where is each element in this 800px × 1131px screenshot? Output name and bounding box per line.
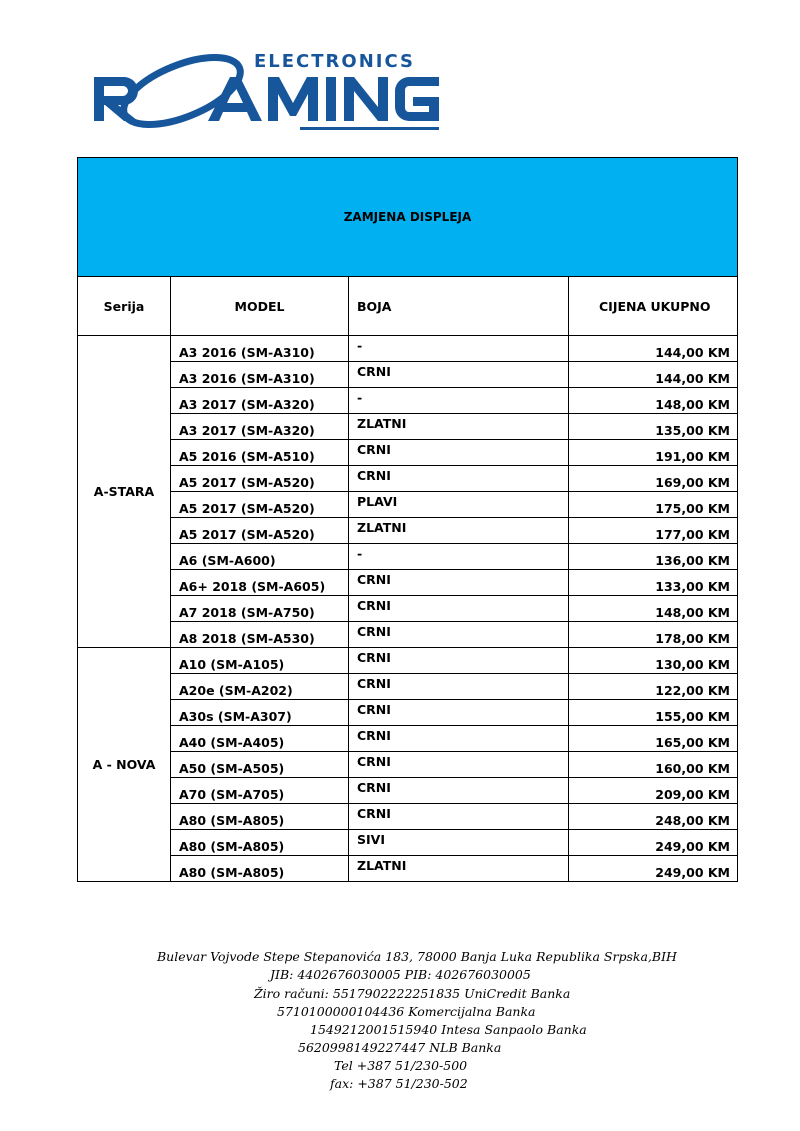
color-cell: ZLATNI [349, 518, 569, 544]
price-cell: 144,00 KM [569, 336, 738, 362]
color-cell: CRNI [349, 622, 569, 648]
footer-bank-accounts: Žiro računi: 5517902222251835 UniCredit Banka [254, 986, 571, 1001]
color-cell: CRNI [349, 570, 569, 596]
footer-bank-komercijalna: 5710100000104436 Komercijalna Banka [277, 1004, 536, 1019]
price-cell: 148,00 KM [569, 596, 738, 622]
model-cell: A50 (SM-A505) [171, 752, 349, 778]
model-cell: A5 2017 (SM-A520) [171, 518, 349, 544]
color-cell: CRNI [349, 752, 569, 778]
price-cell: 136,00 KM [569, 544, 738, 570]
model-cell: A20e (SM-A202) [171, 674, 349, 700]
logo-subtitle: ELECTRONICS [254, 51, 415, 72]
model-cell: A5 2017 (SM-A520) [171, 492, 349, 518]
table-row [78, 336, 738, 362]
price-table [77, 157, 738, 882]
color-cell: CRNI [349, 700, 569, 726]
color-cell: - [349, 388, 569, 414]
table-row [78, 544, 738, 570]
price-cell: 175,00 KM [569, 492, 738, 518]
table-row [78, 388, 738, 414]
series-cell: A-STARA [78, 336, 171, 648]
table-row [78, 466, 738, 492]
table-row [78, 778, 738, 804]
table-row [78, 726, 738, 752]
color-cell: CRNI [349, 440, 569, 466]
color-cell: PLAVI [349, 492, 569, 518]
model-cell: A3 2016 (SM-A310) [171, 362, 349, 388]
footer-bank-intesa: 1549212001515940 Intesa Sanpaolo Banka [310, 1022, 587, 1037]
model-cell: A6 (SM-A600) [171, 544, 349, 570]
model-cell: A3 2017 (SM-A320) [171, 414, 349, 440]
model-cell: A3 2016 (SM-A310) [171, 336, 349, 362]
model-cell: A5 2016 (SM-A510) [171, 440, 349, 466]
color-cell: CRNI [349, 726, 569, 752]
table-row [78, 830, 738, 856]
footer-fax: fax: +387 51/230-502 [330, 1076, 468, 1091]
company-logo [90, 45, 450, 140]
price-cell: 209,00 KM [569, 778, 738, 804]
price-cell: 177,00 KM [569, 518, 738, 544]
price-cell: 160,00 KM [569, 752, 738, 778]
table-row [78, 596, 738, 622]
model-cell: A30s (SM-A307) [171, 700, 349, 726]
color-cell: CRNI [349, 362, 569, 388]
color-cell: SIVI [349, 830, 569, 856]
price-cell: 133,00 KM [569, 570, 738, 596]
model-cell: A10 (SM-A105) [171, 648, 349, 674]
color-cell: CRNI [349, 674, 569, 700]
price-cell: 178,00 KM [569, 622, 738, 648]
header-boja: BOJA [349, 277, 569, 336]
model-cell: A80 (SM-A805) [171, 830, 349, 856]
price-cell: 148,00 KM [569, 388, 738, 414]
table-row [78, 752, 738, 778]
price-cell: 248,00 KM [569, 804, 738, 830]
color-cell: CRNI [349, 466, 569, 492]
header-cijena: CIJENA UKUPNO [569, 277, 738, 336]
footer-phone: Tel +387 51/230-500 [334, 1058, 468, 1073]
table-title: ZAMJENA DISPLEJA [78, 158, 738, 277]
series-cell: A - NOVA [78, 648, 171, 882]
price-cell: 249,00 KM [569, 830, 738, 856]
price-cell: 169,00 KM [569, 466, 738, 492]
model-cell: A8 2018 (SM-A530) [171, 622, 349, 648]
table-row [78, 648, 738, 674]
model-cell: A6+ 2018 (SM-A605) [171, 570, 349, 596]
color-cell: CRNI [349, 648, 569, 674]
color-cell: - [349, 336, 569, 362]
model-cell: A5 2017 (SM-A520) [171, 466, 349, 492]
color-cell: ZLATNI [349, 414, 569, 440]
color-cell: CRNI [349, 596, 569, 622]
table-row [78, 622, 738, 648]
table-row [78, 570, 738, 596]
table-row [78, 674, 738, 700]
price-cell: 191,00 KM [569, 440, 738, 466]
model-cell: A80 (SM-A805) [171, 856, 349, 882]
header-model: MODEL [171, 277, 349, 336]
table-body [78, 336, 738, 882]
table-row [78, 492, 738, 518]
table-row [78, 804, 738, 830]
table-row [78, 856, 738, 882]
color-cell: ZLATNI [349, 856, 569, 882]
logo-graphic [90, 45, 450, 140]
model-cell: A7 2018 (SM-A750) [171, 596, 349, 622]
price-cell: 122,00 KM [569, 674, 738, 700]
table-row [78, 362, 738, 388]
table-row [78, 440, 738, 466]
table-row [78, 518, 738, 544]
price-cell: 130,00 KM [569, 648, 738, 674]
table-row [78, 700, 738, 726]
price-cell: 165,00 KM [569, 726, 738, 752]
model-cell: A3 2017 (SM-A320) [171, 388, 349, 414]
price-cell: 144,00 KM [569, 362, 738, 388]
footer-tax-ids: JIB: 4402676030005 PIB: 402676030005 [270, 967, 531, 982]
model-cell: A40 (SM-A405) [171, 726, 349, 752]
footer-bank-nlb: 5620998149227447 NLB Banka [298, 1040, 502, 1055]
model-cell: A80 (SM-A805) [171, 804, 349, 830]
color-cell: CRNI [349, 778, 569, 804]
footer-address: Bulevar Vojvode Stepe Stepanovića 183, 78000 Banja Luka Republika Srpska,BIH [157, 949, 677, 964]
header-serija: Serija [78, 277, 171, 336]
price-cell: 155,00 KM [569, 700, 738, 726]
color-cell: - [349, 544, 569, 570]
table-row [78, 414, 738, 440]
price-cell: 249,00 KM [569, 856, 738, 882]
model-cell: A70 (SM-A705) [171, 778, 349, 804]
color-cell: CRNI [349, 804, 569, 830]
price-cell: 135,00 KM [569, 414, 738, 440]
